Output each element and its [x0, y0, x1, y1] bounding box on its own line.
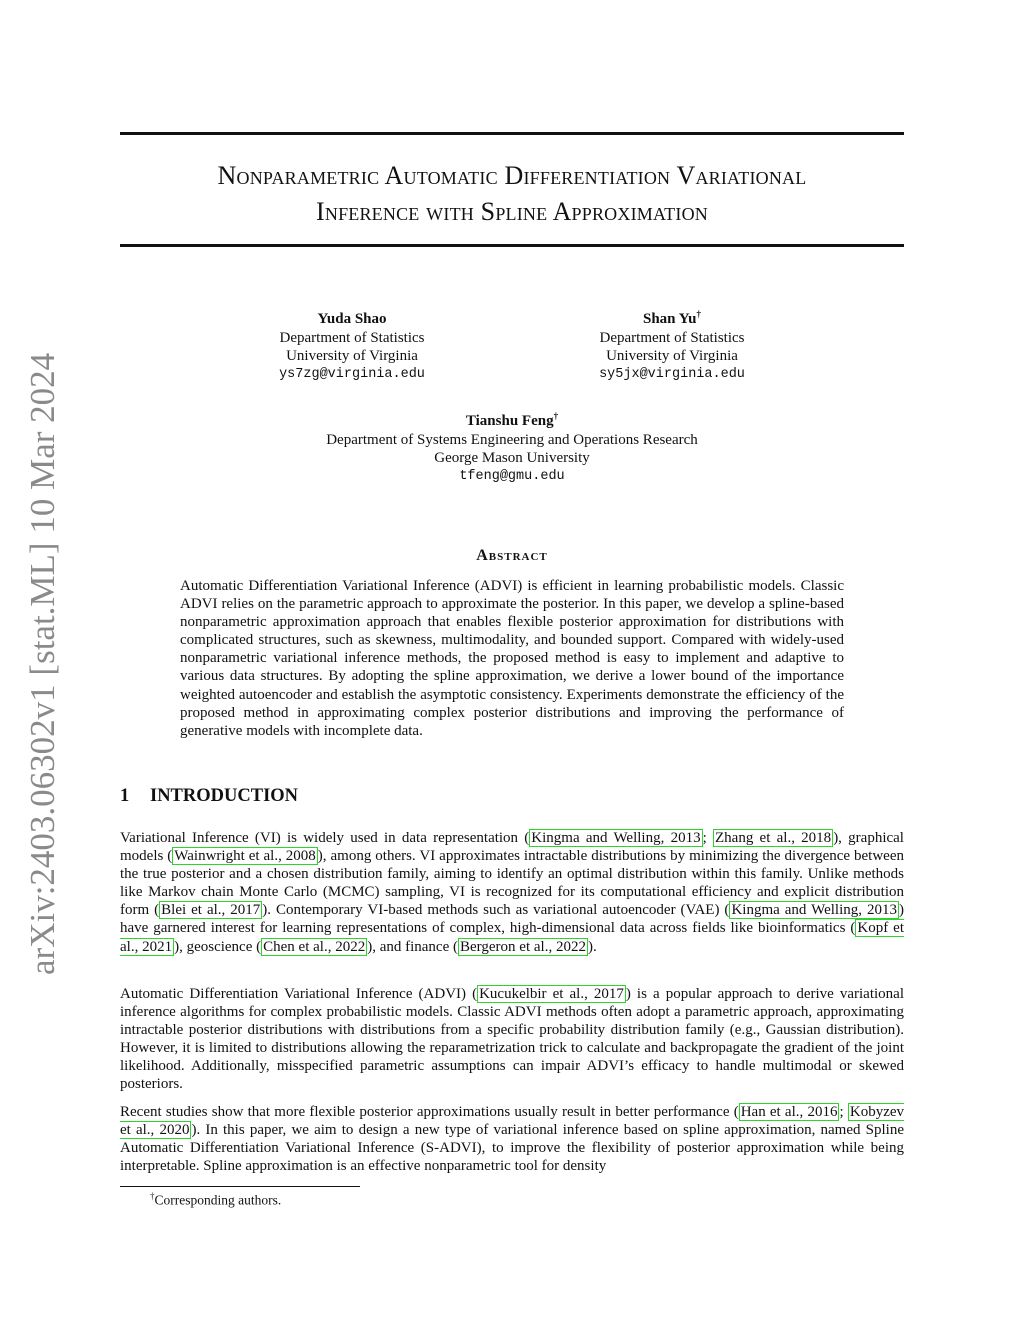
author-department: Department of Statistics — [599, 329, 745, 346]
abstract-text: Automatic Differentiation Variational Inference (ADVI) is efficient in learning probabilistic models. Classic ADVI relies on the parametric approach to approximate the posterior. In this paper, we develop a spline-based nonparametric approximation approach that enables flexible posterior approximation for distributions with complicated structures, such as skewness, multimodality, and bounded support. Compared with widely-used nonparametric variational inference methods, the proposed method is easy to implement and adaptive to various data structures. By adopting the spline approximation, we derive a lower bound of the importance weighted autoencoder and establish the asymptotic consistency. Experiments demonstrate the efficiency of the proposed method in approximating complex posterior distributions and improving the performance of generative models with incomplete data. — [180, 578, 844, 739]
author-email: tfeng@gmu.edu — [459, 468, 565, 484]
author-affiliation: George Mason University — [434, 450, 590, 466]
citation-link[interactable]: Kingma and Welling, 2013 — [531, 830, 701, 846]
author-name: Tianshu Feng† — [465, 411, 559, 429]
citation-link[interactable]: Kingma and Welling, 2013 — [731, 902, 897, 919]
author-affiliation: University of Virginia — [606, 348, 738, 364]
paper-title-line-2: Inference with Spline Approximation — [316, 197, 708, 226]
author-block-2 — [552, 305, 792, 384]
citation-link[interactable]: Zhang et al., 2018 — [715, 830, 832, 846]
intro-paragraph-1: Variational Inference (VI) is widely used in data representation ( Kingma and Welling, 2013 ; Zhang et al., 2018 ), graphical models ( Wainwright et al., 2008 ), among others. VI approximates intractable distributions by minimizing the divergence between the true posterior and a chosen distribution family, aiming to identify an optimal distribution within this family. Unlike methods like Markov chain Monte Carlo (MCMC) sampling, VI is recognized for its computational efficiency and explicit distribution form ( Blei et al., 2017 ). Contemporary VI-based methods such as variational autoencoder (VAE) ( Kingma and Welling, 2013 ) have garnered interest for learning representations of complex, high-dimensional data across fields like bioinformatics ( Kopf et al., 2021 ), geoscience ( Chen et al., 2022 ), and finance ( Bergeron et al., 2022 ). — [120, 830, 904, 955]
footnote-rule — [120, 1186, 360, 1187]
citation-link[interactable]: Blei et al., 2017 — [161, 902, 261, 919]
section-number: 1 — [120, 786, 130, 806]
citation-link[interactable]: Kucukelbir et al., 2017 — [479, 986, 624, 1002]
author-name: Shan Yu† — [642, 309, 702, 327]
author-email: ys7zg@virginia.edu — [279, 366, 425, 382]
paper-title-line-1: Nonparametric Automatic Differentiation Variational — [217, 161, 807, 190]
footnote — [150, 1191, 281, 1209]
citation-link[interactable]: Han et al., 2016 — [740, 1104, 838, 1120]
title-rule-top — [120, 132, 904, 135]
section-title: INTRODUCTION — [150, 786, 299, 806]
citation-link[interactable]: Bergeron et al., 2022 — [460, 938, 586, 955]
section-heading — [120, 786, 298, 807]
citation-link[interactable]: Chen et al., 2022 — [263, 938, 366, 955]
footnote-text: Corresponding authors. — [154, 1192, 282, 1208]
arxiv-identifier-stamp: arXiv:2403.06302v1 [stat.ML] 10 Mar 2024 — [23, 352, 62, 975]
citation-link[interactable]: Wainwright et al., 2008 — [174, 848, 316, 865]
author-name: Yuda Shao — [317, 311, 387, 327]
author-affiliation: University of Virginia — [286, 348, 418, 364]
intro-paragraph-3: Recent studies show that more flexible posterior approximations usually result in better performance ( Han et al., 2016 ; Kobyzev et al., 2020 ). In this paper, we aim to design a new type of variational inference based on spline approximation, named Spline Automatic Differentiation Variational Inference (S-ADVI), to improve the flexibility of posterior approximation while being interpretable. Spline approximation is an effective nonparametric tool for density — [120, 1104, 905, 1175]
citation-link[interactable]: Kobyzev et al., 2020 — [120, 1104, 905, 1139]
title-rule-bottom — [120, 244, 904, 247]
author-department: Department of Statistics — [279, 329, 425, 346]
intro-paragraph-2: Automatic Differentiation Variational Inference (ADVI) ( Kucukelbir et al., 2017 ) is a popular approach to derive variational inference algorithms for complex probabilistic models. Classic ADVI methods often adopt a parametric approach, approximating intractable posterior distributions with distributions from a specific probability distribution family (e.g., Gaussian distribution). However, it is limited to distributions allowing the reparametrization trick to calculate and backpropagate the gradient of the joint likelihood. Additionally, misspecified parametric assumptions can impair ADVI’s efficacy to handle multimodal or skewed posteriors. — [120, 986, 904, 1093]
author-block-1 — [232, 305, 472, 384]
citation-link[interactable]: Kopf et al., 2021 — [120, 920, 904, 955]
abstract-heading: Abstract — [476, 547, 548, 564]
author-email: sy5jx@virginia.edu — [599, 366, 745, 382]
author-department: Department of Systems Engineering and Operations Research — [326, 431, 698, 448]
footnote-mark: † — [150, 1191, 155, 1201]
author-block-3 — [262, 407, 762, 486]
